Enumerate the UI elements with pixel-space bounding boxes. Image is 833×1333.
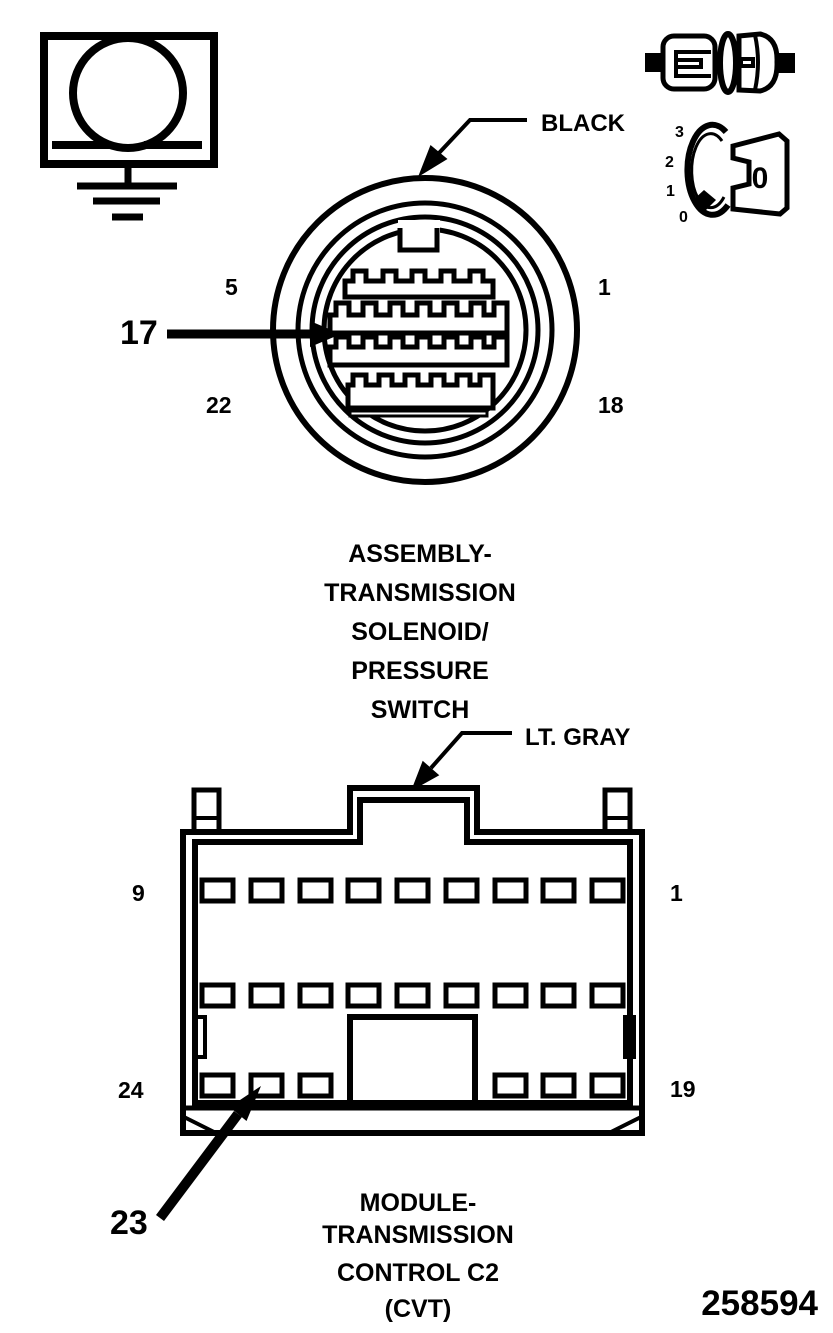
- rect-pin-bottom-left-label: 24: [118, 1077, 144, 1103]
- caption-line: ASSEMBLY-: [348, 540, 492, 568]
- round-pin-bottom-left-label: 22: [206, 392, 232, 418]
- caption-line: TRANSMISSION: [322, 1221, 514, 1249]
- terminal-bottom-bar: [350, 411, 487, 416]
- round-pin-top-left-label: 5: [225, 274, 238, 300]
- rect-connector-face: [183, 788, 642, 1133]
- index-positions-icon: [665, 124, 787, 226]
- male-connector-body: [663, 36, 715, 89]
- rect-pin-top-right-label: 1: [670, 880, 683, 906]
- keyway-gap: [398, 220, 440, 248]
- index-cavity-label: 0: [751, 162, 769, 195]
- rect-pin-bottom-right-label: 19: [670, 1076, 696, 1102]
- top-connector-caption: [324, 540, 516, 724]
- mount-tab-left: [194, 790, 219, 832]
- caption-line: (CVT): [384, 1295, 452, 1323]
- terminal-comb-row-1: [345, 271, 493, 297]
- black-leader-line: [439, 120, 527, 153]
- ltgray-color-label: LT. GRAY: [525, 724, 631, 751]
- black-color-callout: [418, 110, 626, 177]
- seal-oring: [720, 34, 736, 92]
- round-pin-bottom-right-label: 18: [598, 392, 624, 418]
- index-pos-1-label: 1: [666, 183, 675, 200]
- center-keying-block: [350, 1017, 475, 1103]
- black-color-label: BLACK: [541, 110, 625, 137]
- caption-line: CONTROL C2: [336, 1259, 500, 1287]
- female-wire-tab: [777, 53, 795, 73]
- bottom-connector-caption: [322, 1189, 514, 1323]
- index-pos-2-label: 2: [665, 154, 674, 171]
- earth-ground-icon: [77, 186, 177, 217]
- rect-pin-top-left-label: 9: [132, 880, 145, 906]
- connector-pair-icon: [645, 34, 795, 92]
- index-pos-3-label: 3: [675, 124, 684, 141]
- ltgray-leader-line: [431, 733, 512, 768]
- ground-symbol-icon: [44, 36, 214, 217]
- caption-line: SWITCH: [370, 696, 470, 724]
- callout-17-label: 17: [120, 314, 158, 352]
- index-pos-0-label: 0: [679, 209, 688, 226]
- caption-line: MODULE-: [359, 1189, 477, 1217]
- mount-tab-right: [605, 790, 630, 832]
- caption-line: PRESSURE: [351, 657, 489, 685]
- caption-line: SOLENOID/: [351, 618, 489, 646]
- ltgray-color-callout: [411, 724, 630, 791]
- caption-line: TRANSMISSION: [324, 579, 516, 607]
- round-pin-top-right-label: 1: [598, 274, 611, 300]
- callout-23-label: 23: [110, 1204, 148, 1242]
- figure-number: 258594: [701, 1284, 818, 1323]
